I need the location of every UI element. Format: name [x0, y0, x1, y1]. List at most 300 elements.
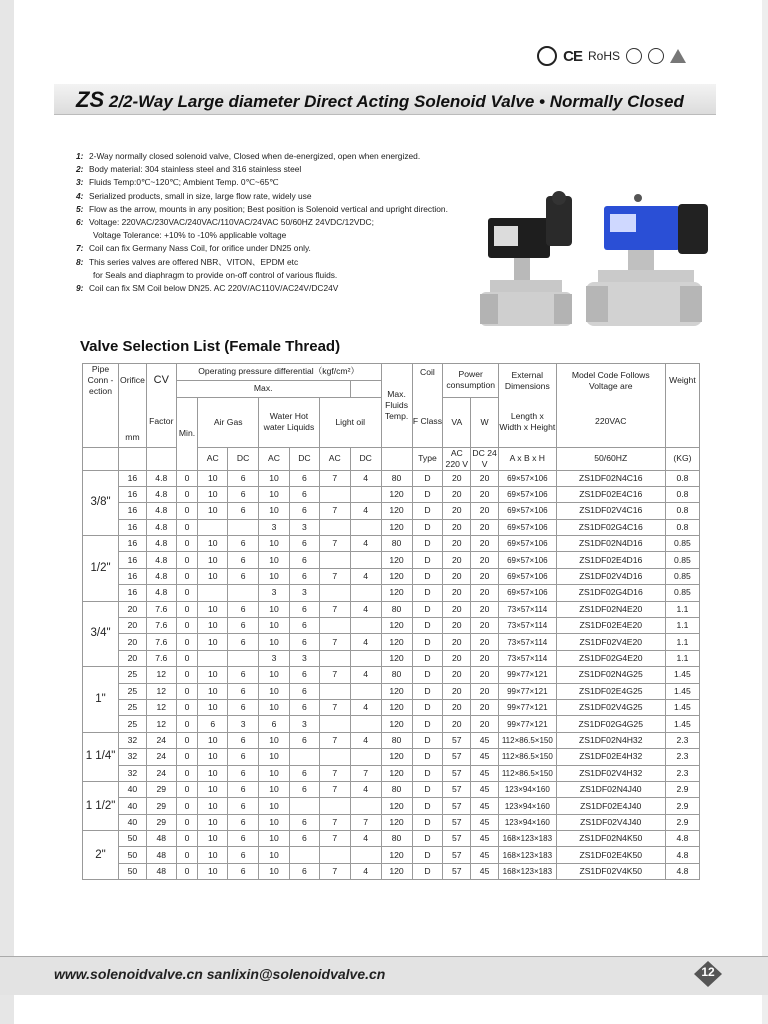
dims-cell: 69×57×106: [498, 519, 556, 535]
w-cell: 20: [471, 536, 499, 552]
dims-cell: 123×94×160: [498, 798, 556, 814]
cv-cell: 4.8: [146, 585, 176, 601]
orifice-cell: 20: [119, 634, 147, 650]
temp-cell: 80: [381, 470, 412, 486]
cv-cell: 4.8: [146, 470, 176, 486]
va-cell: 20: [443, 568, 471, 584]
cv-cell: 4.8: [146, 503, 176, 519]
dims-cell: 69×57×106: [498, 486, 556, 502]
dims-cell: 168×123×183: [498, 831, 556, 847]
orifice-cell: 50: [119, 847, 147, 863]
air-ac-cell: [198, 585, 228, 601]
water-dc-cell: 6: [289, 765, 319, 781]
cv-cell: 7.6: [146, 634, 176, 650]
cv-header: CV: [146, 364, 176, 398]
w-cell: 20: [471, 683, 499, 699]
cv-cell: 48: [146, 863, 176, 879]
water-dc-cell: 6: [289, 486, 319, 502]
feature-text: Flow as the arrow, mounts in any position; Best position is Solenoid vertical and upright direction.: [89, 203, 448, 214]
water-dc-cell: 6: [289, 683, 319, 699]
va-cell: 57: [443, 831, 471, 847]
temp-cell: 120: [381, 863, 412, 879]
weight-cell: 4.8: [665, 847, 699, 863]
water-dc-cell: 6: [289, 536, 319, 552]
feature-number: 7:: [76, 243, 84, 254]
dims-cell: 69×57×106: [498, 552, 556, 568]
oil-dc-cell: 4: [350, 601, 381, 617]
water-ac-cell: 10: [259, 634, 290, 650]
oil-dc-cell: 4: [350, 781, 381, 797]
weight-cell: 0.8: [665, 503, 699, 519]
table-row: [83, 667, 700, 683]
dc-header: DC: [350, 447, 381, 470]
feature-text: This series valves are offered NBR、VITON、EPDM etc: [89, 256, 299, 267]
oil-dc-cell: [350, 683, 381, 699]
model-code-cell: ZS1DF02V4D16: [556, 568, 665, 584]
coil-header: Coil: [412, 364, 443, 381]
temp-cell: 120: [381, 765, 412, 781]
dims-cell: 73×57×114: [498, 650, 556, 666]
water-ac-cell: 10: [259, 814, 290, 830]
feature-text: Voltage: 220VAC/230VAC/240VAC/110VAC/24VAC 50/60HZ 24VDC/12VDC;: [89, 217, 374, 228]
valve-selection-table: [82, 363, 700, 880]
cv-cell: 12: [146, 683, 176, 699]
factor-header: Factor: [146, 397, 176, 447]
min-cell: 0: [176, 798, 198, 814]
water-dc-cell: 6: [289, 863, 319, 879]
w-cell: 20: [471, 552, 499, 568]
weight-cell: 1.1: [665, 601, 699, 617]
pipe-size-cell: 1 1/2": [83, 781, 119, 830]
water-dc-cell: 3: [289, 716, 319, 732]
orifice-cell: 40: [119, 781, 147, 797]
w-cell: 20: [471, 503, 499, 519]
va-cell: 57: [443, 863, 471, 879]
air-ac-cell: 10: [198, 814, 228, 830]
oil-ac-cell: [319, 552, 350, 568]
w-cell: 20: [471, 470, 499, 486]
w-cell: 45: [471, 831, 499, 847]
table-row: [83, 765, 700, 781]
min-cell: 0: [176, 470, 198, 486]
model-code-cell: ZS1DF02G4C16: [556, 519, 665, 535]
feature-number: 9:: [76, 283, 84, 294]
coil-type-cell: D: [412, 585, 443, 601]
footer-contact: www.solenoidvalve.cn sanlixin@solenoidvalve.cn: [54, 966, 386, 982]
page-number: 12: [701, 965, 715, 979]
feature-item: [76, 190, 506, 203]
cv-cell: 29: [146, 798, 176, 814]
dims-cell: 73×57×114: [498, 634, 556, 650]
water-ac-cell: 10: [259, 699, 290, 715]
dims-cell: 99×77×121: [498, 699, 556, 715]
model-code-cell: ZS1DF02V4C16: [556, 503, 665, 519]
min-cell: 0: [176, 831, 198, 847]
feature-item: [76, 256, 506, 269]
water-ac-cell: 10: [259, 568, 290, 584]
model-code-cell: ZS1DF02V4H32: [556, 765, 665, 781]
weight-cell: 0.85: [665, 552, 699, 568]
feature-number: 4:: [76, 190, 84, 201]
cv-cell: 24: [146, 765, 176, 781]
fclass-header: F Class: [412, 397, 443, 447]
dims-cell: 123×94×160: [498, 781, 556, 797]
w-cell: 45: [471, 749, 499, 765]
water-dc-cell: 3: [289, 519, 319, 535]
cv-cell: 7.6: [146, 650, 176, 666]
table-row: [83, 618, 700, 634]
pipe-size-cell: 3/8": [83, 470, 119, 536]
air-ac-cell: 10: [198, 765, 228, 781]
warning-triangle-icon: [670, 49, 686, 63]
w-header: W: [471, 397, 499, 447]
pipe-header: Pipe Conn -ection: [83, 364, 119, 398]
orifice-cell: 16: [119, 568, 147, 584]
water-ac-cell: 10: [259, 732, 290, 748]
oil-ac-cell: 7: [319, 634, 350, 650]
water-dc-cell: 6: [289, 634, 319, 650]
air-dc-cell: 6: [228, 765, 259, 781]
temp-cell: 120: [381, 847, 412, 863]
feature-text: Voltage Tolerance: +10% to -10% applicable voltage: [93, 230, 287, 241]
ac220-header: AC 220 V: [443, 447, 471, 470]
dims-cell: 112×86.5×150: [498, 732, 556, 748]
oil-dc-cell: 4: [350, 667, 381, 683]
oil-dc-cell: 4: [350, 863, 381, 879]
w-cell: 20: [471, 667, 499, 683]
va-cell: 20: [443, 716, 471, 732]
water-dc-cell: 6: [289, 470, 319, 486]
table-row: [83, 847, 700, 863]
air-ac-cell: 6: [198, 716, 228, 732]
air-dc-cell: 6: [228, 732, 259, 748]
temp-cell: 120: [381, 699, 412, 715]
air-ac-cell: 10: [198, 601, 228, 617]
orifice-cell: 16: [119, 486, 147, 502]
oil-dc-cell: [350, 618, 381, 634]
oil-ac-cell: [319, 585, 350, 601]
air-dc-cell: 6: [228, 618, 259, 634]
oil-ac-cell: [319, 486, 350, 502]
table-row: [83, 699, 700, 715]
ac-header: AC: [259, 447, 290, 470]
oil-ac-cell: 7: [319, 601, 350, 617]
feature-item: [76, 269, 506, 282]
va-cell: 20: [443, 519, 471, 535]
model-code-cell: ZS1DF02E4J40: [556, 798, 665, 814]
oil-dc-cell: [350, 749, 381, 765]
coil-type-cell: D: [412, 847, 443, 863]
temp-cell: 120: [381, 585, 412, 601]
table-row: [83, 798, 700, 814]
oil-ac-cell: [319, 650, 350, 666]
water-dc-cell: 6: [289, 699, 319, 715]
w-cell: 20: [471, 716, 499, 732]
water-ac-cell: 10: [259, 486, 290, 502]
dims-cell: 168×123×183: [498, 847, 556, 863]
va-cell: 20: [443, 650, 471, 666]
feature-text: Coil can fix Germany Nass Coil, for orifice under DN25 only.: [89, 243, 311, 254]
water-ac-cell: 6: [259, 716, 290, 732]
cv-cell: 12: [146, 667, 176, 683]
dims-cell: 99×77×121: [498, 716, 556, 732]
coil-type-cell: D: [412, 716, 443, 732]
air-dc-cell: 6: [228, 667, 259, 683]
oil-dc-cell: [350, 519, 381, 535]
feature-text: Coil can fix SM Coil below DN25. AC 220V/AC110V/AC24V/DC24V: [89, 283, 339, 294]
table-row: [83, 683, 700, 699]
air-dc-cell: 6: [228, 568, 259, 584]
feature-item: [76, 242, 506, 255]
table-row: [83, 470, 700, 486]
air-ac-cell: 10: [198, 536, 228, 552]
model-code-cell: ZS1DF02N4K50: [556, 831, 665, 847]
left-margin-strip: [0, 0, 14, 1024]
dims-cell: 69×57×106: [498, 536, 556, 552]
water-dc-cell: 6: [289, 618, 319, 634]
dims-cell: 69×57×106: [498, 503, 556, 519]
water-ac-cell: 3: [259, 519, 290, 535]
oil-ac-cell: 7: [319, 781, 350, 797]
orifice-cell: 25: [119, 699, 147, 715]
table-row: [83, 863, 700, 879]
oil-ac-cell: [319, 847, 350, 863]
model-code-cell: ZS1DF02E4G25: [556, 683, 665, 699]
oil-ac-cell: [319, 798, 350, 814]
water-dc-cell: 3: [289, 585, 319, 601]
feature-text: Body material: 304 stainless steel and 316 stainless steel: [89, 164, 302, 175]
cv-cell: 4.8: [146, 486, 176, 502]
oil-ac-cell: 7: [319, 765, 350, 781]
orifice-cell: 16: [119, 585, 147, 601]
table-row: [83, 536, 700, 552]
feature-number: 2:: [76, 164, 84, 175]
air-ac-cell: 10: [198, 699, 228, 715]
cv-cell: 4.8: [146, 568, 176, 584]
coil-type-cell: D: [412, 519, 443, 535]
air-dc-cell: 6: [228, 831, 259, 847]
oil-dc-cell: 4: [350, 831, 381, 847]
min-cell: 0: [176, 716, 198, 732]
w-cell: 20: [471, 601, 499, 617]
cv-cell: 48: [146, 847, 176, 863]
cv-cell: 24: [146, 732, 176, 748]
water-ac-cell: 10: [259, 847, 290, 863]
w-cell: 45: [471, 863, 499, 879]
oil-dc-cell: 4: [350, 699, 381, 715]
va-cell: 57: [443, 814, 471, 830]
orifice-cell: 25: [119, 716, 147, 732]
va-cell: 20: [443, 618, 471, 634]
air-ac-cell: 10: [198, 847, 228, 863]
weight-cell: 4.8: [665, 831, 699, 847]
pipe-size-cell: 1 1/4": [83, 732, 119, 781]
model-code-cell: ZS1DF02V4G25: [556, 699, 665, 715]
orifice-cell: 16: [119, 519, 147, 535]
oil-dc-cell: [350, 650, 381, 666]
feature-item: [76, 163, 506, 176]
water-dc-cell: 3: [289, 650, 319, 666]
cv-cell: 7.6: [146, 601, 176, 617]
air-dc-cell: 6: [228, 863, 259, 879]
pressure-header: Operating pressure differential（kgf/cm²）: [176, 364, 381, 381]
air-ac-cell: 10: [198, 486, 228, 502]
water-ac-cell: 10: [259, 470, 290, 486]
feature-number: 1:: [76, 151, 84, 161]
air-ac-cell: 10: [198, 683, 228, 699]
water-dc-cell: 6: [289, 781, 319, 797]
water-header: Water Hot water Liquids: [259, 397, 320, 447]
hz-header: 50/60HZ: [556, 447, 665, 470]
water-dc-cell: 6: [289, 814, 319, 830]
water-ac-cell: 3: [259, 650, 290, 666]
model-code-cell: ZS1DF02E4K50: [556, 847, 665, 863]
air-dc-cell: 6: [228, 814, 259, 830]
w-cell: 45: [471, 798, 499, 814]
feature-number: 6:: [76, 217, 84, 228]
va-cell: 20: [443, 552, 471, 568]
orifice-cell: 32: [119, 749, 147, 765]
voltage-header: 220VAC: [556, 397, 665, 447]
temp-cell: 120: [381, 716, 412, 732]
air-ac-cell: 10: [198, 732, 228, 748]
feature-text: Serialized products, small in size, large flow rate, widely use: [89, 190, 312, 201]
weight-cell: 1.1: [665, 634, 699, 650]
weight-cell: 1.45: [665, 683, 699, 699]
table-row: [83, 650, 700, 666]
dims-cell: 112×86.5×150: [498, 749, 556, 765]
table-row: [83, 814, 700, 830]
model-header: Model Code Follows Voltage are: [556, 364, 665, 398]
weight-cell: 2.9: [665, 814, 699, 830]
model-code-cell: ZS1DF02G4D16: [556, 585, 665, 601]
oil-ac-cell: 7: [319, 470, 350, 486]
water-ac-cell: 10: [259, 749, 290, 765]
va-cell: 20: [443, 503, 471, 519]
w-cell: 20: [471, 618, 499, 634]
mm-header: mm: [119, 397, 147, 447]
min-cell: 0: [176, 863, 198, 879]
air-ac-cell: [198, 519, 228, 535]
min-cell: 0: [176, 618, 198, 634]
cv-cell: 29: [146, 781, 176, 797]
oil-ac-cell: 7: [319, 536, 350, 552]
temp-cell: 120: [381, 519, 412, 535]
weight-cell: 2.3: [665, 732, 699, 748]
orifice-cell: 25: [119, 667, 147, 683]
min-cell: 0: [176, 732, 198, 748]
w-cell: 20: [471, 585, 499, 601]
dc24-header: DC 24 V: [472, 447, 497, 469]
weight-header: Weight: [665, 364, 699, 398]
temp-cell: 120: [381, 618, 412, 634]
coil-type-cell: D: [412, 781, 443, 797]
oil-dc-cell: 4: [350, 634, 381, 650]
oil-dc-cell: 7: [350, 765, 381, 781]
water-dc-cell: 6: [289, 601, 319, 617]
coil-type-cell: D: [412, 765, 443, 781]
oil-ac-cell: 7: [319, 699, 350, 715]
coil-type-cell: D: [412, 650, 443, 666]
water-dc-cell: [289, 847, 319, 863]
title-text: 2/2-Way Large diameter Direct Acting Solenoid Valve • Normally Closed: [108, 92, 684, 111]
table-row: [83, 781, 700, 797]
model-code-cell: ZS1DF02N4H32: [556, 732, 665, 748]
orifice-cell: 50: [119, 831, 147, 847]
temp-cell: 80: [381, 667, 412, 683]
temp-cell: 120: [381, 503, 412, 519]
table-row: [83, 732, 700, 748]
dims-cell: 99×77×121: [498, 683, 556, 699]
orifice-cell: 16: [119, 536, 147, 552]
model-code-cell: ZS1DF02V4K50: [556, 863, 665, 879]
coil-type-cell: D: [412, 470, 443, 486]
series-code: ZS: [76, 87, 105, 112]
ac-header: AC: [319, 447, 350, 470]
model-code-cell: ZS1DF02N4D16: [556, 536, 665, 552]
coil-type-cell: D: [412, 732, 443, 748]
weight-cell: 0.85: [665, 568, 699, 584]
orifice-cell: 25: [119, 683, 147, 699]
air-dc-cell: 6: [228, 749, 259, 765]
coil-type-cell: D: [412, 634, 443, 650]
w-cell: 20: [471, 699, 499, 715]
model-code-cell: ZS1DF02N4G25: [556, 667, 665, 683]
orifice-cell: 40: [119, 798, 147, 814]
feature-item: [76, 282, 506, 295]
feature-item: [76, 150, 506, 163]
air-dc-cell: 6: [228, 699, 259, 715]
table-row: [83, 519, 700, 535]
airgas-header: Air Gas: [198, 397, 259, 447]
min-cell: 0: [176, 585, 198, 601]
water-dc-cell: [289, 749, 319, 765]
oil-dc-cell: 4: [350, 536, 381, 552]
air-ac-cell: 10: [198, 863, 228, 879]
air-dc-cell: 6: [228, 781, 259, 797]
air-ac-cell: 10: [198, 568, 228, 584]
air-dc-cell: 6: [228, 634, 259, 650]
model-code-cell: ZS1DF02E4D16: [556, 552, 665, 568]
coil-type-cell: D: [412, 831, 443, 847]
va-cell: 20: [443, 585, 471, 601]
orifice-cell: 32: [119, 732, 147, 748]
weight-cell: 2.3: [665, 765, 699, 781]
min-cell: 0: [176, 486, 198, 502]
model-code-cell: ZS1DF02N4C16: [556, 470, 665, 486]
coil-type-cell: D: [412, 503, 443, 519]
cv-cell: 12: [146, 699, 176, 715]
va-cell: 57: [443, 781, 471, 797]
va-cell: 57: [443, 765, 471, 781]
weight-cell: 0.85: [665, 585, 699, 601]
dims-cell: 73×57×114: [498, 618, 556, 634]
oil-ac-cell: [319, 618, 350, 634]
air-ac-cell: 10: [198, 831, 228, 847]
min-cell: 0: [176, 503, 198, 519]
w-cell: 45: [471, 847, 499, 863]
water-ac-cell: 10: [259, 552, 290, 568]
oil-dc-cell: 4: [350, 568, 381, 584]
pipe-size-cell: 1/2": [83, 536, 119, 602]
water-ac-cell: 10: [259, 863, 290, 879]
air-dc-cell: 6: [228, 470, 259, 486]
oil-ac-cell: [319, 716, 350, 732]
orifice-cell: 20: [119, 618, 147, 634]
model-code-cell: ZS1DF02G4E20: [556, 650, 665, 666]
cv-cell: 7.6: [146, 618, 176, 634]
temp-cell: 80: [381, 536, 412, 552]
